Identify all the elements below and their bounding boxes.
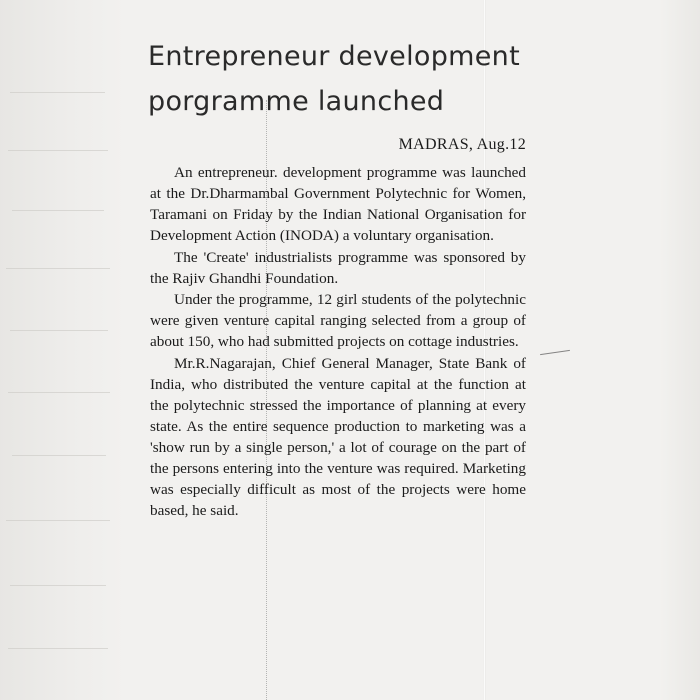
headline-line-2: porgramme launched — [148, 86, 445, 117]
headline-line-1: Entrepreneur development — [148, 41, 520, 72]
article-paragraph: The 'Create' industrialists programme was sponsored by the Rajiv Ghandhi Foundation. — [150, 248, 526, 287]
bleed-text-line — [12, 210, 104, 211]
bleed-text-line — [10, 330, 108, 331]
pen-mark — [540, 350, 570, 355]
article-dateline: MADRAS, Aug.12 — [398, 136, 526, 153]
bleed-text-line — [8, 392, 110, 393]
bleed-text-line — [8, 648, 108, 649]
bleed-text-line — [8, 150, 108, 151]
article-paragraph: Mr.R.Nagarajan, Chief General Manager, State Bank of India, who distributed the venture capital at the function at the polytechnic stressed the importance of planning at every state. As the entire sequence production to marketing was a 'show run by a single person,' a lot of courage on the part of the persons entering into the venture was required. Marketing was especially difficult as most of the projects were home based, he said. — [150, 355, 526, 519]
bleed-text-line — [10, 92, 105, 93]
bleed-text-line — [6, 520, 110, 521]
bleed-text-line — [6, 268, 110, 269]
bleed-text-line — [12, 455, 106, 456]
bleed-text-line — [10, 585, 106, 586]
adjacent-column-bleed — [0, 0, 125, 700]
article-headline — [148, 34, 568, 124]
scan-edge-shadow — [660, 0, 700, 700]
article-paragraph: An entrepreneur. development programme was launched at the Dr.Dharmambal Government Polytechnic for Women, Taramani on Friday by the Indian National Organisation for Development Action (INODA) a voluntary organisation. — [150, 164, 526, 244]
article-body — [150, 163, 526, 521]
article-paragraph: Under the programme, 12 girl students of the polytechnic were given venture capital ranging selected from a group of about 150, who had submitted projects on cottage industries. — [150, 291, 526, 351]
